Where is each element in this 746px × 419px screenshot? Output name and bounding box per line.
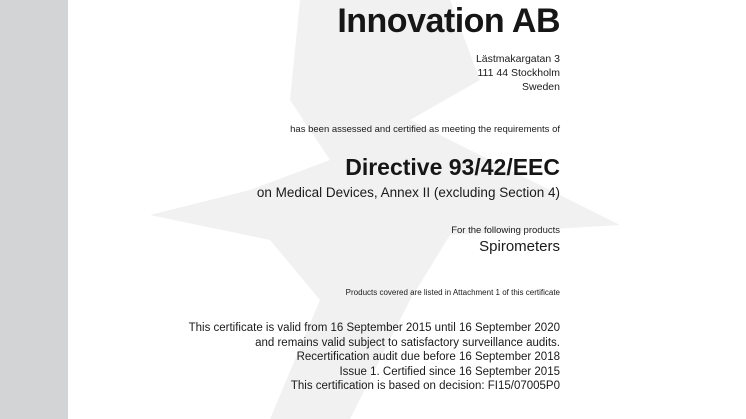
- directive-title: Directive 93/42/EEC: [345, 154, 560, 180]
- address-country: Sweden: [522, 81, 560, 93]
- validity-line: Issue 1. Certified since 16 September 2015: [339, 365, 560, 378]
- directive-subtitle: on Medical Devices, Annex II (excluding Section 4): [256, 185, 560, 200]
- address-street: Lästmakargatan 3: [475, 53, 560, 65]
- validity-statement: [189, 321, 560, 394]
- left-margin-band: [0, 0, 68, 419]
- validity-line: This certificate is valid from 16 September 2015 until 16 September 2020: [188, 322, 560, 334]
- coverage-note: Products covered are listed in Attachment 1 of this certificate: [345, 288, 560, 297]
- address-city: 111 44 Stockholm: [477, 67, 560, 79]
- assessment-statement: has been assessed and certified as meeting the requirements of: [290, 124, 560, 135]
- validity-line: This certification is based on decision: FI15/07005P0: [290, 380, 560, 392]
- validity-line: Recertification audit due before 16 September 2018: [296, 351, 560, 363]
- product-name: Spirometers: [479, 238, 560, 255]
- company-name: Innovation AB: [337, 2, 560, 40]
- company-address: [476, 52, 560, 94]
- validity-line: and remains valid subject to satisfactory surveillance audits.: [255, 336, 560, 349]
- products-label: For the following products: [451, 225, 560, 236]
